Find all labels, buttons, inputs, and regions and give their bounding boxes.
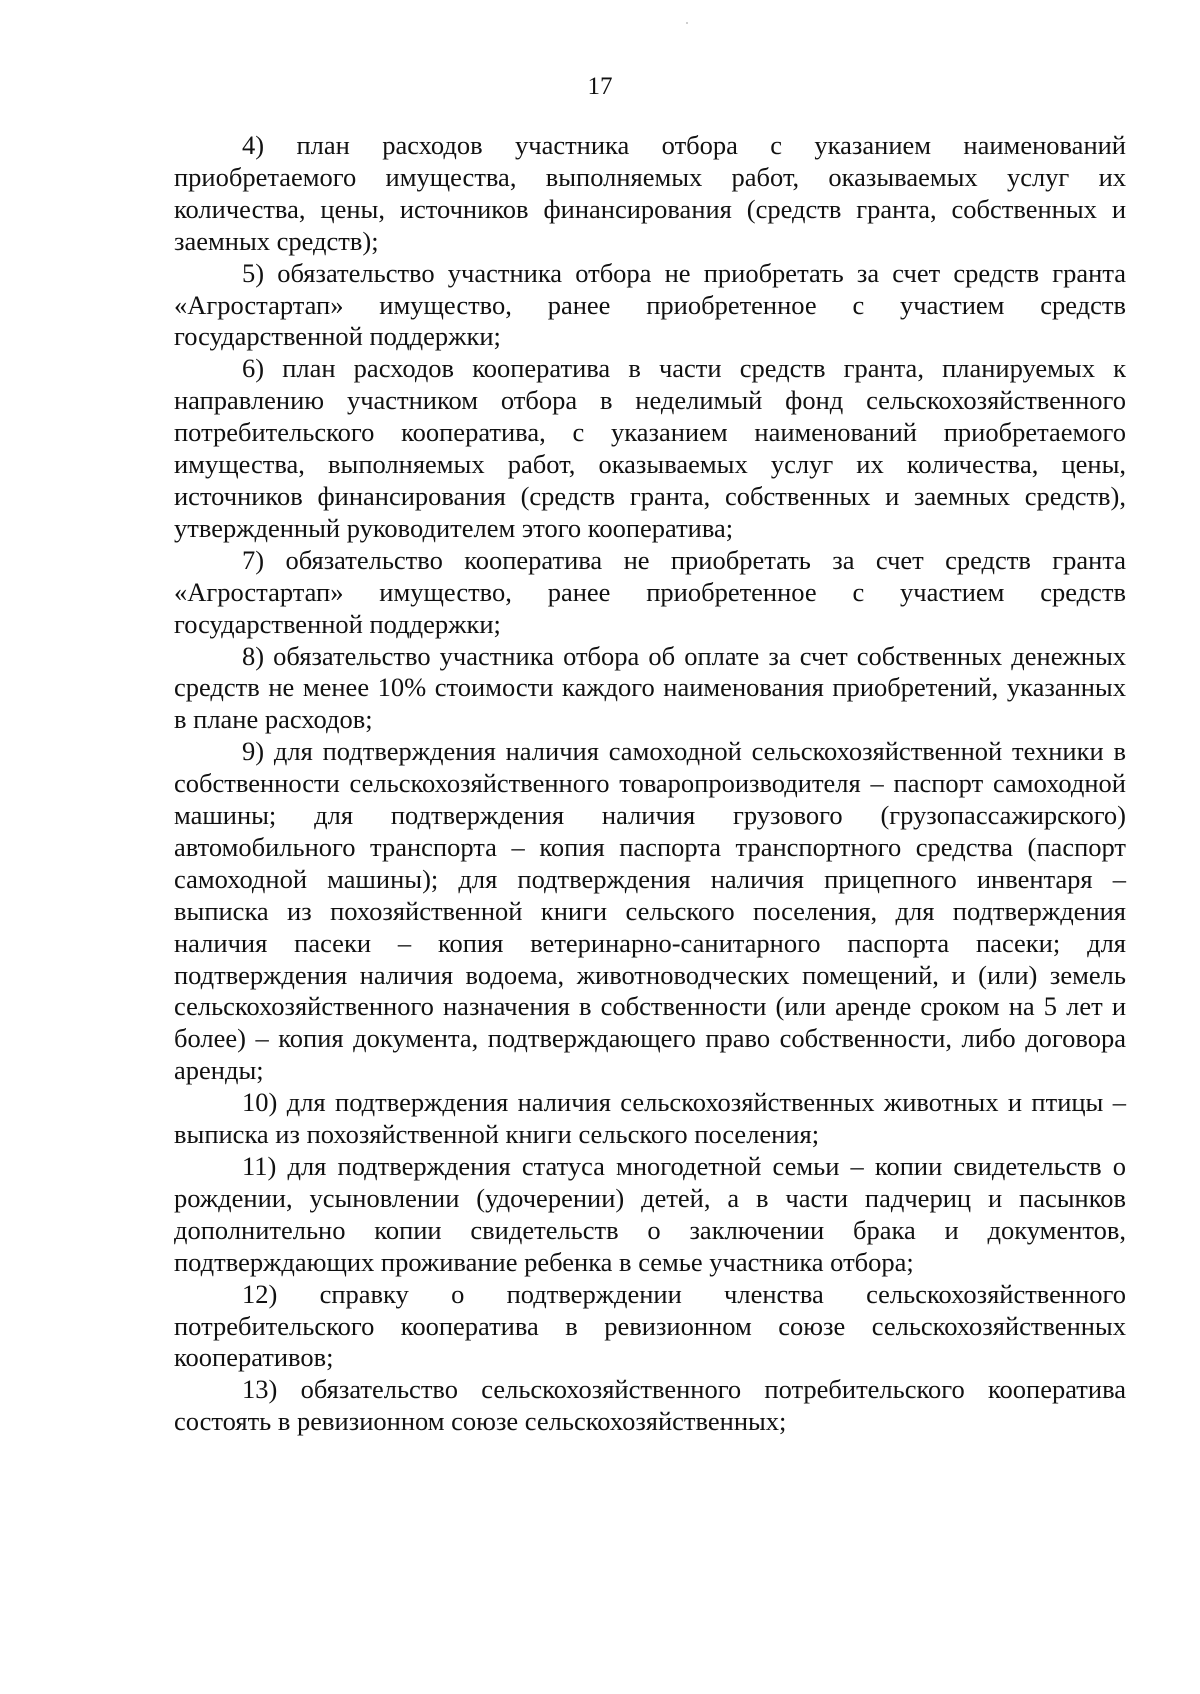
list-item-4: 4) план расходов участника отбора с указанием наименований приобретаемого имущества, выполняемых работ, оказываемых услуг их количества, цены, источников финансирования (средств гранта, собственных и заемных средств);: [174, 130, 1126, 256]
list-item-11: 11) для подтверждения статуса многодетной семьи – копии свидетельств о рождении, усыновлении (удочерении) детей, а в части падчериц и пасынков дополнительно копии свидетельств о заключении брака и документов, подтверждающих проживание ребенка в семье участника отбора;: [174, 1151, 1126, 1277]
list-item-10: 10) для подтверждения наличия сельскохозяйственных животных и птицы – выписка из похозяйственной книги сельского поселения;: [174, 1087, 1126, 1150]
list-item-7: 7) обязательство кооператива не приобретать за счет средств гранта «Агростартап» имущество, ранее приобретенное с участием средств государственной поддержки;: [174, 544, 1126, 639]
page-number: 17: [587, 73, 613, 100]
list-item-12: 12) справку о подтверждении членства сельскохозяйственного потребительского кооператива в ревизионном союзе сельскохозяйственных кооперативов;: [174, 1278, 1126, 1373]
document-body: [174, 130, 1126, 1438]
list-item-13: 13) обязательство сельскохозяйственного потребительского кооператива состоять в ревизионном союзе сельскохозяйственных;: [174, 1374, 1126, 1437]
scan-speck: [686, 22, 688, 24]
list-item-8: 8) обязательство участника отбора об оплате за счет собственных денежных средств не менее 10% стоимости каждого наименования приобретений, указанных в плане расходов;: [174, 640, 1126, 735]
list-item-6: 6) план расходов кооператива в части средств гранта, планируемых к направлению участником отбора в неделимый фонд сельскохозяйственного потребительского кооператива, с указанием наименований приобретаемого имущества, выполняемых работ, оказываемых услуг их количества, цены, источников финансирования (средств гранта, собственных и заемных средств), утвержденный руководителем этого кооператива;: [174, 353, 1126, 543]
list-item-9: 9) для подтверждения наличия самоходной сельскохозяйственной техники в собственности сельскохозяйственного товаропроизводителя – паспорт самоходной машины; для подтверждения наличия грузового (грузопассажирского) автомобильного транспорта – копия паспорта транспортного средства (паспорт самоходной машины); для подтверждения наличия прицепного инвентаря – выписка из похозяйственной книги сельского поселения, для подтверждения наличия пасеки – копия ветеринарно-санитарного паспорта пасеки; для подтверждения наличия водоема, животноводческих помещений, и (или) земель сельскохозяйственного назначения в собственности (или аренде сроком на 5 лет и более) – копия документа, подтверждающего право собственности, либо договора аренды;: [174, 736, 1126, 1086]
list-item-5: 5) обязательство участника отбора не приобретать за счет средств гранта «Агростартап» имущество, ранее приобретенное с участием средств государственной поддержки;: [174, 257, 1126, 352]
